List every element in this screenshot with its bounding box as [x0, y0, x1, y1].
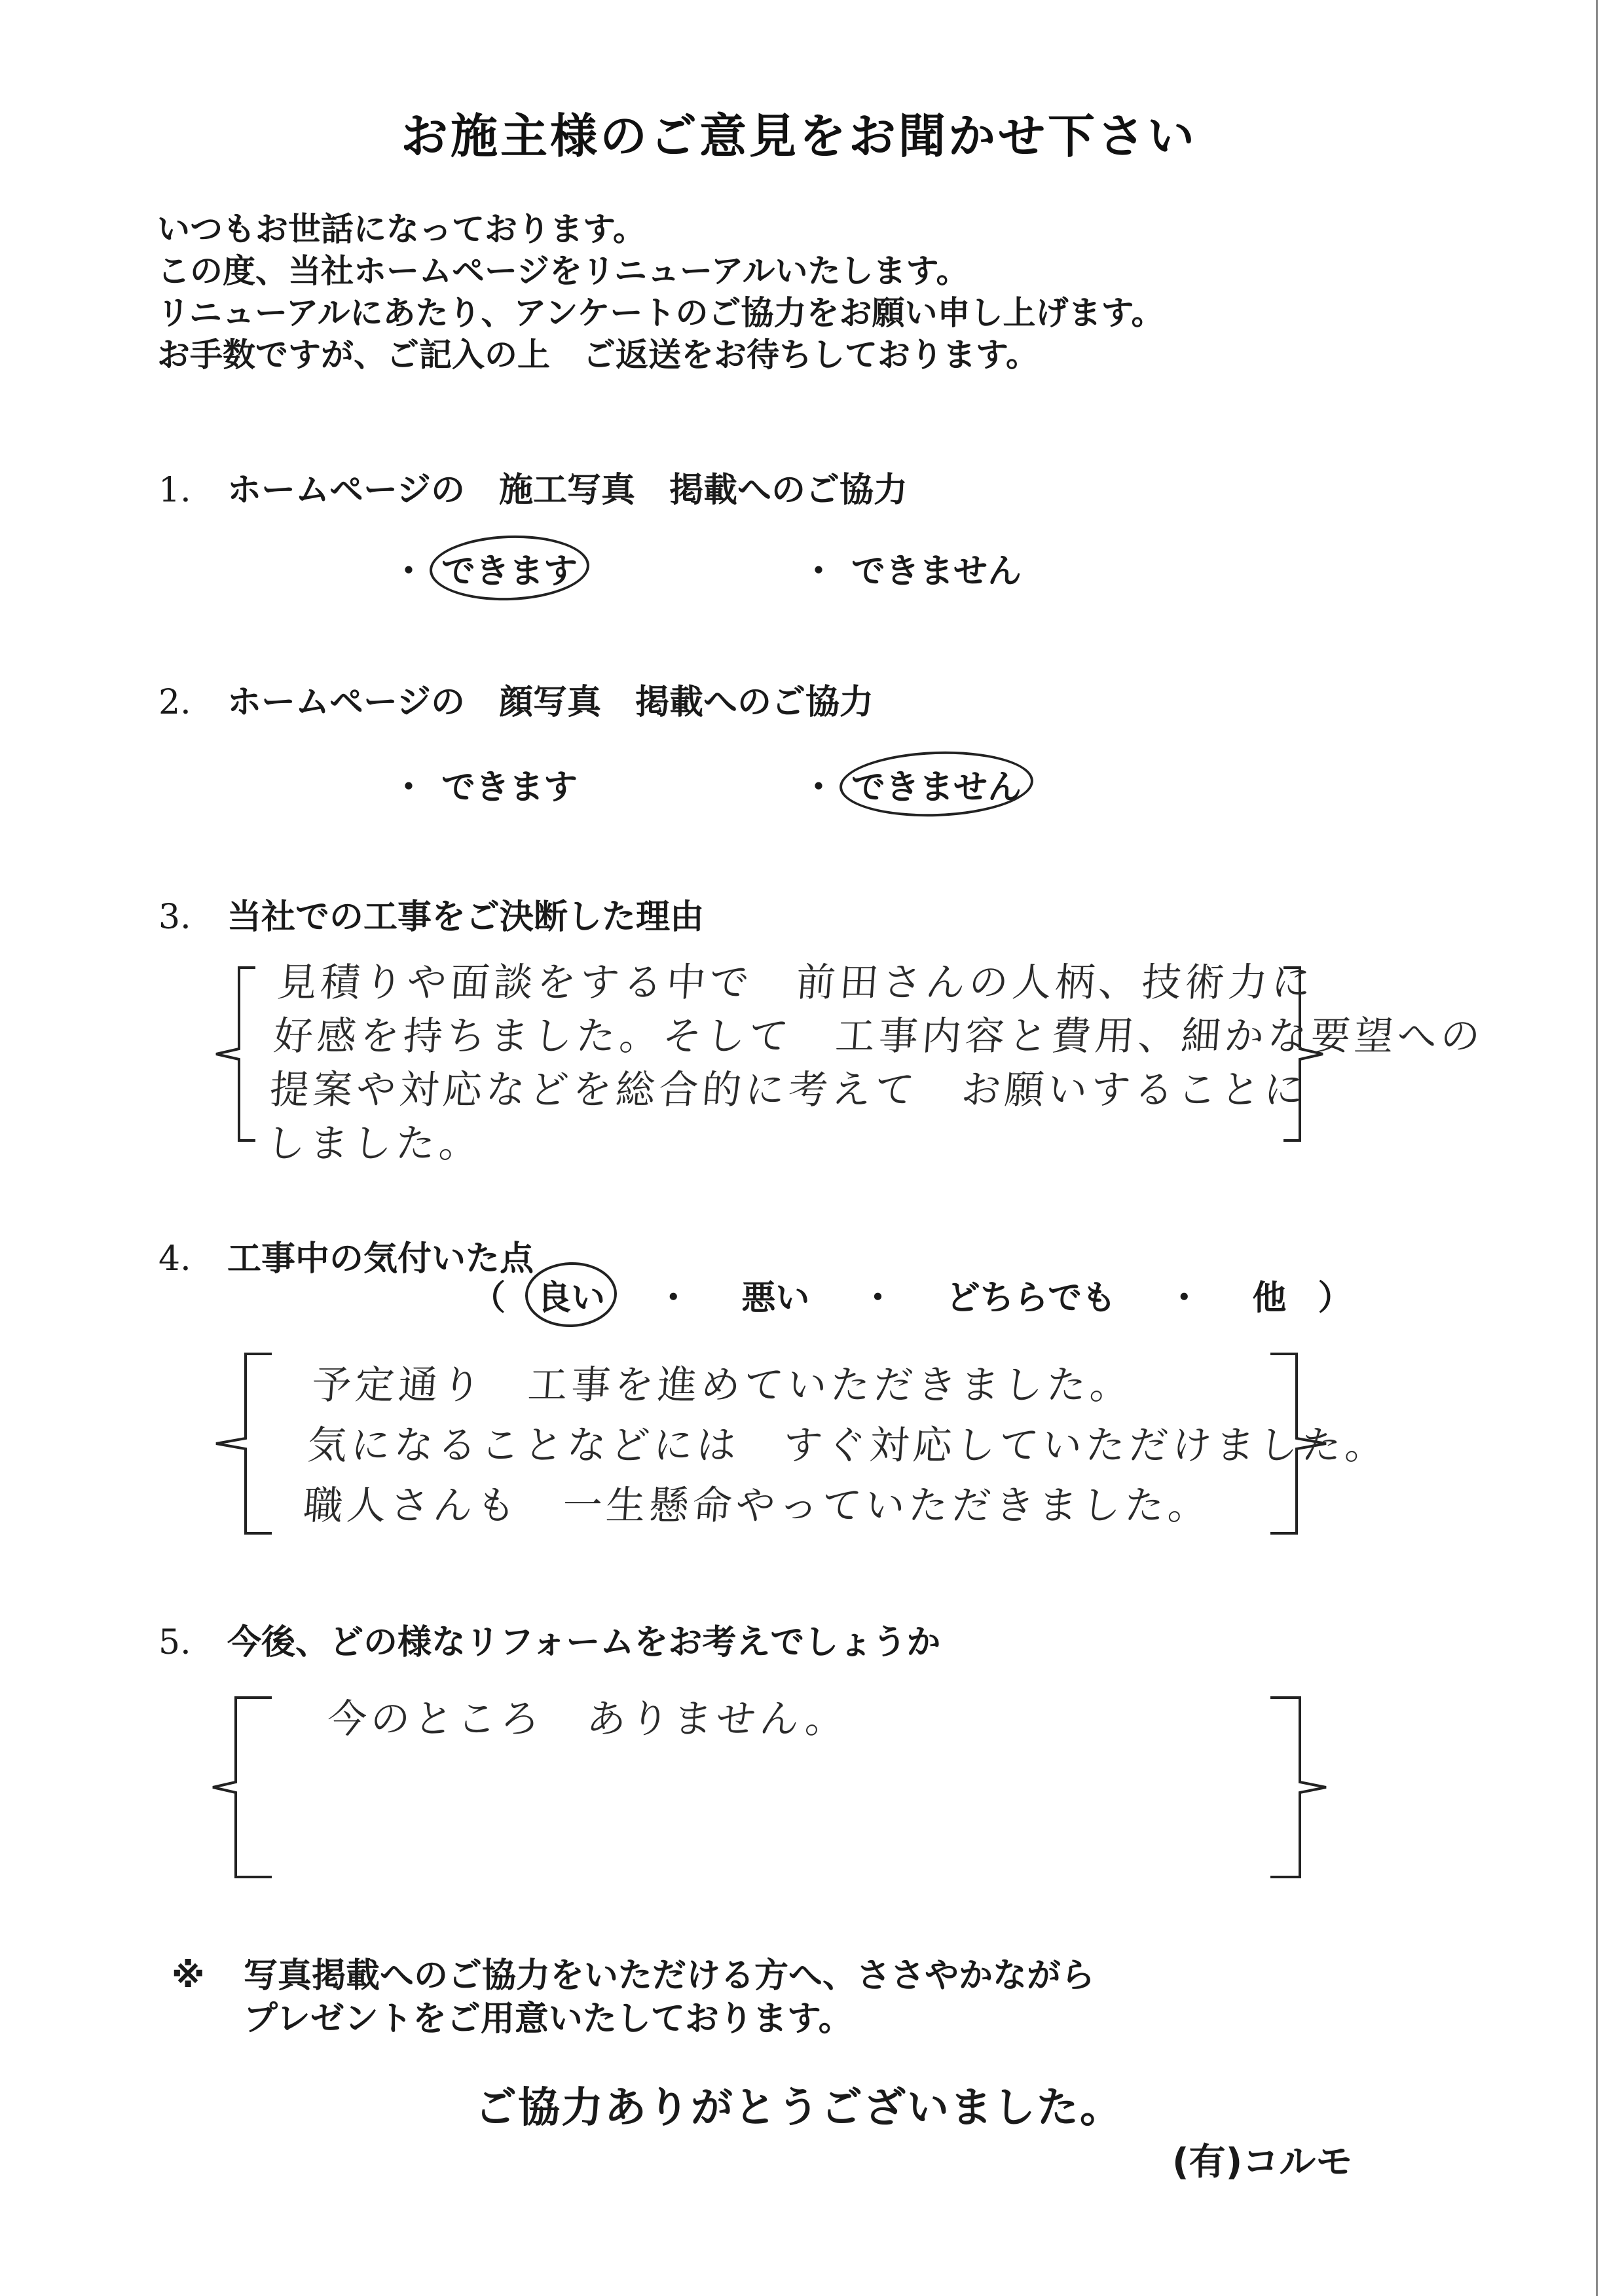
- answer-line: 提案や対応などを総合的に考えて お願いすることに: [268, 1067, 1309, 1113]
- bullet: ・: [392, 768, 426, 807]
- question-5-heading: [158, 1614, 940, 1664]
- question-number: 2.: [158, 683, 191, 722]
- rating-open-paren: （: [471, 1279, 506, 1318]
- survey-title: お施主様のご意見をお聞かせ下さい: [400, 109, 1197, 164]
- q4-answer-text: [301, 1355, 1394, 1536]
- q2-option-no-label-circled: できません: [851, 759, 1022, 809]
- intro-line: リニューアルにあたり、アンケートのご協力をお願い申し上げます。: [157, 294, 1164, 332]
- bullet: ・: [802, 768, 836, 807]
- answer-line: 見積りや面談をする中で 前田さんの人柄、技術力に: [276, 960, 1317, 1006]
- rating-separator: ・: [1167, 1279, 1202, 1318]
- question-3-heading: [158, 889, 704, 938]
- q4-rating-neither[interactable]: どちらでも: [946, 1279, 1116, 1318]
- note-line: [172, 1954, 1095, 1997]
- q1-option-no[interactable]: [802, 543, 1022, 592]
- q1-option-no-label: できません: [851, 552, 1022, 591]
- q4-rating-good-circled[interactable]: 良い: [537, 1270, 605, 1319]
- answer-line: 職人さんも 一生懸命やっていただきました。: [302, 1483, 1213, 1529]
- q1-option-yes-label-circled: できます: [441, 543, 578, 592]
- note-text: プレゼントをご用意いたしております。: [244, 1999, 853, 2039]
- page-edge: [1596, 0, 1598, 2296]
- company-name: (有)コルモ: [1172, 2141, 1353, 2183]
- q4-rating-other[interactable]: 他: [1252, 1279, 1287, 1318]
- bullet: ・: [392, 552, 426, 591]
- present-note: [172, 1954, 1095, 2041]
- answer-line: 気になることなどには すぐ対応していただけました。: [306, 1423, 1390, 1468]
- rating-close-paren: ）: [1318, 1279, 1352, 1318]
- rating-separator: ・: [860, 1279, 895, 1318]
- answer-line: 予定通り 工事を進めていただきました。: [310, 1362, 1135, 1408]
- rating-separator: ・: [656, 1279, 691, 1318]
- question-number: 4.: [158, 1239, 191, 1279]
- q5-answer-area[interactable]: [210, 1692, 1342, 1882]
- question-number: 3.: [158, 898, 191, 937]
- question-1-heading: [158, 462, 908, 511]
- intro-line: お手数ですが、ご記入の上 ご返送をお待ちしております。: [157, 336, 1039, 374]
- question-number: 5.: [158, 1623, 191, 1662]
- note-text: 写真掲載へのご協力をいただける方へ、ささやかながら: [244, 1956, 1096, 1995]
- question-label: 今後、どの様なリフォームをお考えでしょうか: [227, 1623, 941, 1662]
- question-2-heading: [158, 674, 874, 723]
- intro-line: この度、当社ホームページをリニューアルいたします。: [157, 252, 969, 290]
- q3-answer-text: [265, 956, 1490, 1171]
- q5-answer-text: [325, 1692, 850, 1746]
- bullet: ・: [802, 552, 836, 591]
- question-label: 当社での工事をご決断した理由: [227, 898, 705, 937]
- question-label: ホームページの 顔写真 掲載へのご協力: [227, 683, 874, 722]
- intro-text: [157, 208, 1164, 376]
- q4-rating-options: [452, 1270, 1371, 1319]
- thank-you-message: ご協力ありがとうございました。: [475, 2084, 1123, 2132]
- q1-option-yes[interactable]: [392, 543, 578, 592]
- question-label: 工事中の気付いた点: [227, 1239, 534, 1279]
- question-label: ホームページの 施工写真 掲載へのご協力: [227, 471, 908, 510]
- q4-rating-bad[interactable]: 悪い: [741, 1279, 810, 1318]
- intro-line: いつもお世話になっております。: [157, 210, 646, 248]
- q2-option-yes[interactable]: [392, 759, 578, 809]
- q4-answer-area[interactable]: [210, 1349, 1390, 1539]
- answer-line: 好感を持ちました。そして 工事内容と費用、細かな要望への: [272, 1013, 1486, 1059]
- q2-option-no[interactable]: [802, 759, 1022, 809]
- answer-line: しました。: [264, 1121, 484, 1167]
- question-number: 1.: [158, 471, 191, 510]
- reference-mark: ※: [172, 1956, 205, 1995]
- q3-answer-area[interactable]: [210, 960, 1486, 1167]
- note-line: [172, 1997, 1095, 2041]
- q2-option-yes-label: できます: [441, 768, 578, 807]
- answer-line: 今のところ ありません。: [325, 1696, 851, 1742]
